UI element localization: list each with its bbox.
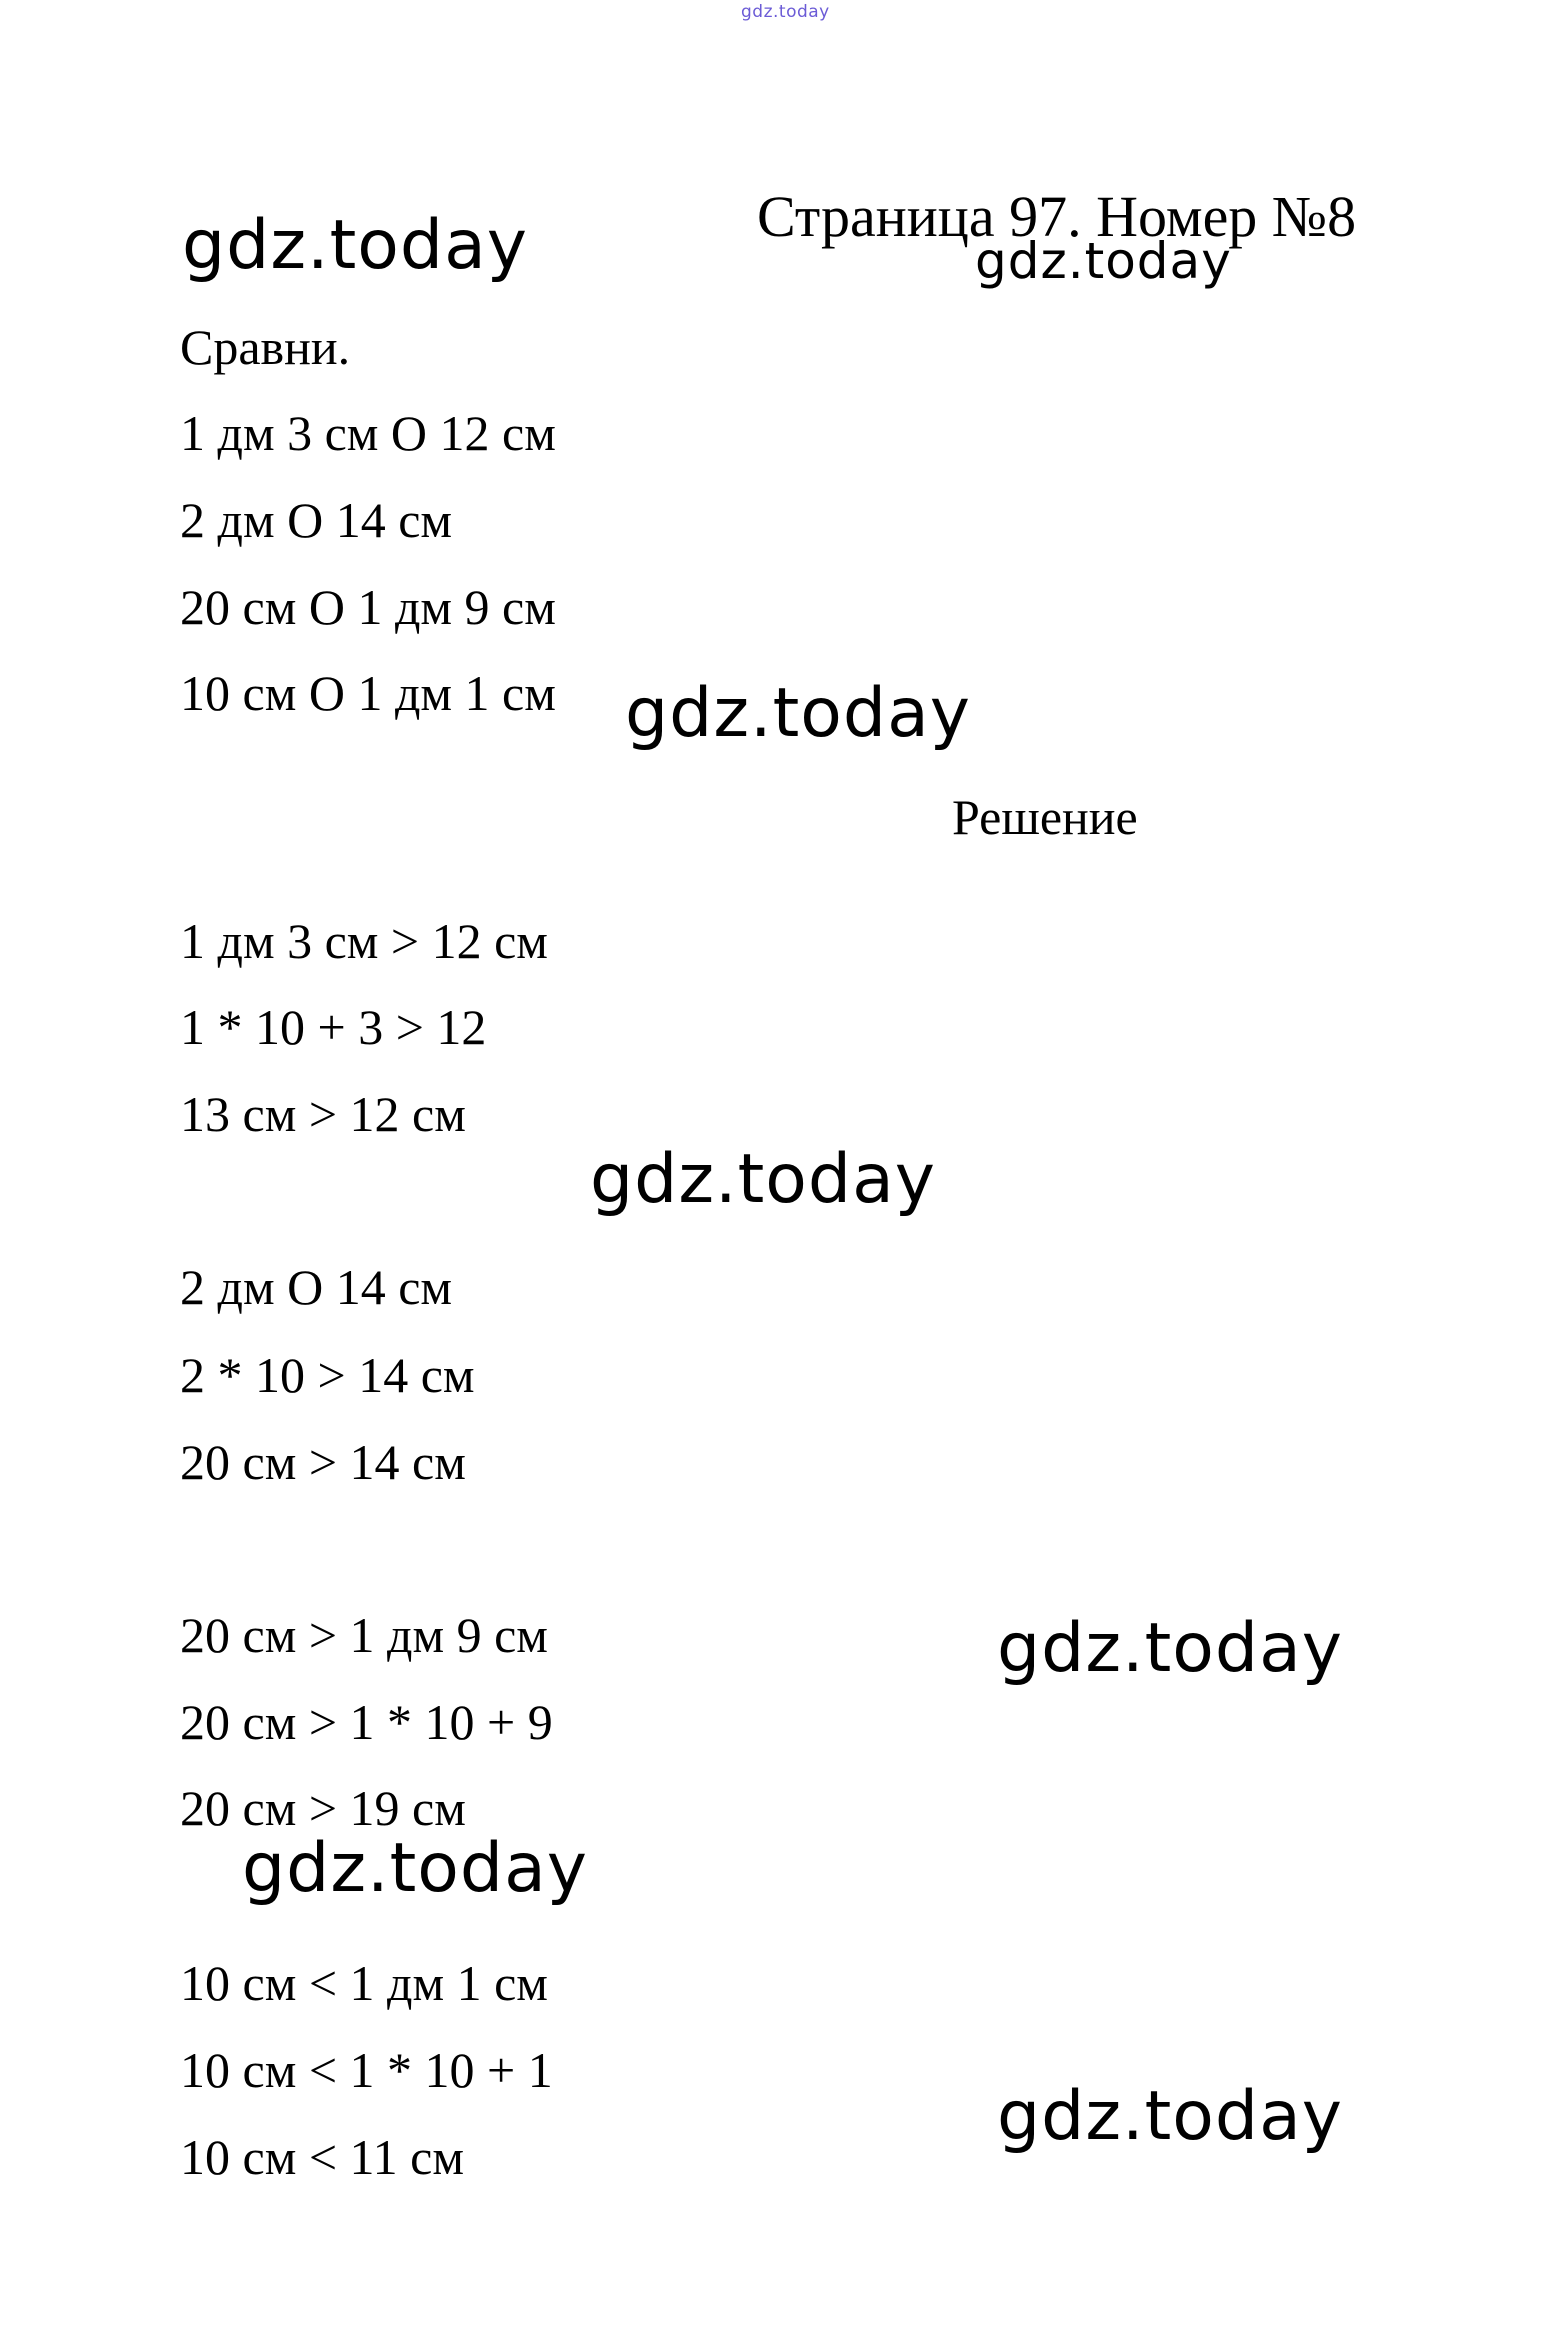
solution-line: 1 дм 3 см > 12 см — [180, 913, 548, 969]
solution-line: 10 см < 1 * 10 + 1 — [180, 2042, 553, 2098]
solution-line: 2 дм О 14 см — [180, 1259, 453, 1315]
solution-line: 10 см < 1 дм 1 см — [180, 1955, 548, 2011]
solution-line: 20 см > 1 дм 9 см — [180, 1607, 548, 1663]
solution-line: 20 см > 14 см — [180, 1434, 466, 1490]
task-prompt: Сравни. — [180, 319, 351, 375]
watermark: gdz.today — [975, 232, 1232, 290]
page-title: Страница 97. Номер №8 — [757, 184, 1357, 249]
watermark: gdz.today — [242, 1829, 588, 1908]
top-watermark: gdz.today — [741, 2, 830, 22]
solution-line: 2 * 10 > 14 см — [180, 1347, 475, 1403]
watermark: gdz.today — [182, 206, 528, 285]
watermark: gdz.today — [590, 1140, 936, 1219]
watermark: gdz.today — [997, 1609, 1343, 1688]
solution-line: 10 см < 11 см — [180, 2129, 465, 2185]
task-line: 10 см О 1 дм 1 см — [180, 665, 556, 721]
solution-line: 13 см > 12 см — [180, 1086, 466, 1142]
watermark: gdz.today — [997, 2077, 1343, 2156]
solution-line: 20 см > 19 см — [180, 1780, 466, 1836]
solution-line: 20 см > 1 * 10 + 9 — [180, 1694, 553, 1750]
task-line: 20 см О 1 дм 9 см — [180, 579, 556, 635]
watermark: gdz.today — [625, 674, 971, 753]
task-line: 1 дм 3 см О 12 см — [180, 405, 556, 461]
solution-heading: Решение — [952, 789, 1138, 845]
solution-line: 1 * 10 + 3 > 12 — [180, 999, 487, 1055]
task-line: 2 дм О 14 см — [180, 492, 453, 548]
